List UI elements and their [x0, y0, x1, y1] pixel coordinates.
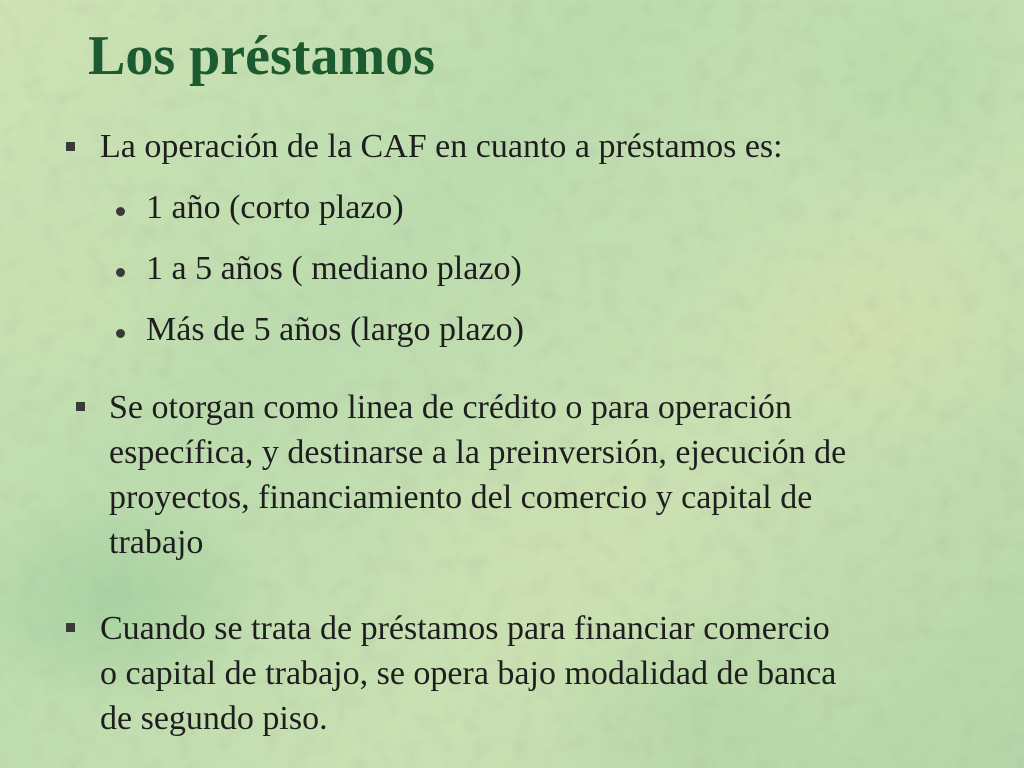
text-line: Cuando se trata de préstamos para financiar comercio	[100, 610, 830, 647]
text-line: específica, y destinarse a la preinversión, ejecución de	[109, 434, 847, 471]
sub-item-label: 1 año (corto plazo)	[146, 189, 404, 226]
square-bullet-icon	[66, 623, 75, 632]
text-line: Se otorgan como linea de crédito o para operación	[109, 389, 792, 426]
sub-item-label: Más de 5 años (largo plazo)	[146, 311, 524, 348]
text-line: de segundo piso.	[100, 700, 328, 737]
round-bullet-icon	[116, 329, 125, 338]
bullet-point-1-text: La operación de la CAF en cuanto a préstamos es:	[100, 128, 783, 165]
text-line: trabajo	[109, 524, 204, 561]
square-bullet-icon	[76, 402, 85, 411]
square-bullet-icon	[66, 142, 75, 151]
slide-title: Los préstamos	[88, 25, 435, 87]
round-bullet-icon	[116, 207, 125, 216]
bullet-point-3-text	[100, 606, 836, 741]
round-bullet-icon	[116, 268, 125, 277]
text-line: o capital de trabajo, se opera bajo modalidad de banca	[100, 655, 837, 692]
sub-item-label: 1 a 5 años ( mediano plazo)	[146, 250, 522, 287]
bullet-point-2-text	[109, 385, 846, 565]
text-line: proyectos, financiamiento del comercio y capital de	[109, 479, 813, 516]
